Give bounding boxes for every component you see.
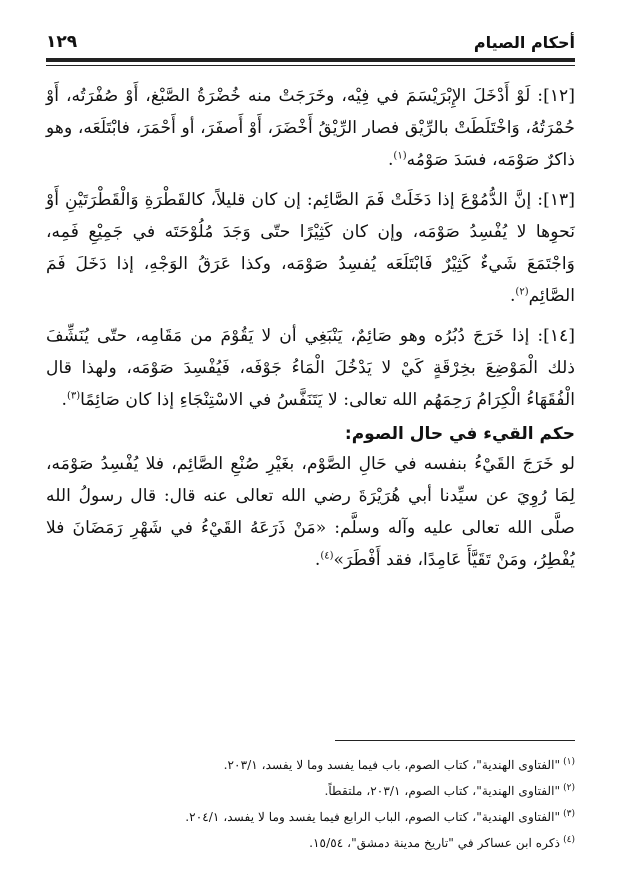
header-rule-thin (46, 65, 575, 66)
page-header (46, 30, 575, 52)
footnote-number: (٢) (563, 782, 575, 793)
footnotes (46, 752, 575, 856)
footnote-text: "الفتاوى الهندية"، كتاب الصوم، الباب الرابع فيما يفسد وما لا يفسد، ٢٠٤/١. (185, 810, 561, 824)
footnote-ref[interactable]: (٢) (515, 286, 529, 298)
footnote-item (46, 804, 575, 830)
footnote-number: (١) (563, 756, 575, 767)
section-heading: حكم القيء في حال الصوم: (344, 424, 575, 444)
paragraph-13 (46, 184, 575, 312)
footnote-ref[interactable]: (٤) (320, 550, 334, 562)
paragraph-14 (46, 320, 575, 416)
paragraph-12 (46, 80, 575, 176)
header-rule-thick (46, 58, 575, 62)
footnote-item (46, 778, 575, 804)
paragraph-tail: . (509, 286, 516, 306)
paragraph-tail: . (387, 150, 394, 170)
footnote-text: "الفتاوى الهندية"، كتاب الصوم، باب فيما يفسد وما لا يفسد، ٢٠٣/١. (223, 758, 561, 772)
footnote-number: (٣) (563, 808, 575, 819)
running-title: أحكام الصيام (473, 33, 575, 52)
paragraph-text: لو خَرَجَ القَيْءُ بنفسه في حَالِ الصَّوْم، بغَيْرِ صُنْعِ الصَّائِم، فلا يُفْسِدُ صَوْمَه، لِمَا رُوِيَ عن سيِّدنا أبي هُرَيْرَةَ رضي الله تعالى عنه قال: قال رسولُ الله صلَّى الله تعالى عليه وآله وسلَّم: «مَنْ ذَرَعَهُ القَيْءُ في شَهْرِ رَمَضَانَ فلا يُفْطِرُ، ومَنْ تَقَيَّأَ عَامِدًا، فقد أَفْطَرَ» (46, 454, 575, 570)
footnote-item (46, 752, 575, 778)
footnote-ref[interactable]: (١) (393, 150, 407, 162)
paragraph-tail: . (314, 550, 321, 570)
footnote-text: ذكره ابن عساكر في "تاريخ مدينة دمشق"، ١٥/٥٤. (309, 836, 561, 850)
paragraph-tail: . (61, 390, 67, 410)
section-paragraph (46, 448, 575, 576)
page-number: ١٢٩ (46, 32, 78, 52)
paragraph-text: [١٢]: لَوْ أَدْخَلَ الإِبْرَيْسَمَ في فِيْه، وخَرَجَتْ منه خُضْرَةُ الصَّبْغ، أَوْ صُفْرَتُه، أَوْ حُمْرَتُهُ، وَاخْتَلَطَتْ بالرِّيْق فصار الرِّيْقُ أَخْضَرَ، أَوْ أَصفَرَ، أو أَحْمَرَ، فابْتَلَعَه، وهو ذاكرٌ صَوْمَه، فسَدَ صَوْمُه (46, 86, 575, 170)
paragraph-text: [١٣]: إنَّ الدُّمُوْعَ إذا دَخَلَتْ فَمَ الصَّائِم: إن كان قليلاً، كالقَطْرَةِ وَالْقَطْرَتَيْنِ أَوْ نَحوِها لا يُفْسِدُ صَوْمَه، وإن كان كَثِيْرًا حتّى وَجَدَ مُلُوْحَتَه في جَمِيْعِ فَمِه، وَاجْتَمَعَ شَيءٌ كَثِيْرٌ فَابْتَلَعَه يُفسِدُ صَوْمَه، وكذا عَرَقُ الوَجْهِ، إذا دَخَلَ فَمَ الصَّائِم (46, 190, 575, 306)
footnote-text: "الفتاوى الهندية"، كتاب الصوم، ٢٠٣/١، ملتقطاً. (324, 784, 561, 798)
footnote-separator (335, 740, 575, 741)
paragraph-text: [١٤]: إذا خَرَجَ دُبُرُه وهو صَائِمٌ، يَنْبَغِي أن لا يَقُوْمَ من مَقَامِه، حتّى يُنَشِّفَ ذلك الْمَوْضِعَ بخِرْقَةٍ كَيْ لا يَدْخُلَ الْمَاءُ جَوْفَه، فَيُفْسِدَ صَوْمَه، ولهذا قال الْفُقَهَاءُ الْكِرَامُ رَحِمَهُم الله تعالى: لا يَتَنَفَّسُ في الاسْتِنْجَاءِ إذا كان صَائِمًا (46, 326, 575, 410)
footnote-number: (٤) (563, 834, 575, 845)
footnote-ref[interactable]: (٣) (66, 390, 81, 402)
footnote-item (46, 830, 575, 856)
main-text (46, 80, 575, 584)
